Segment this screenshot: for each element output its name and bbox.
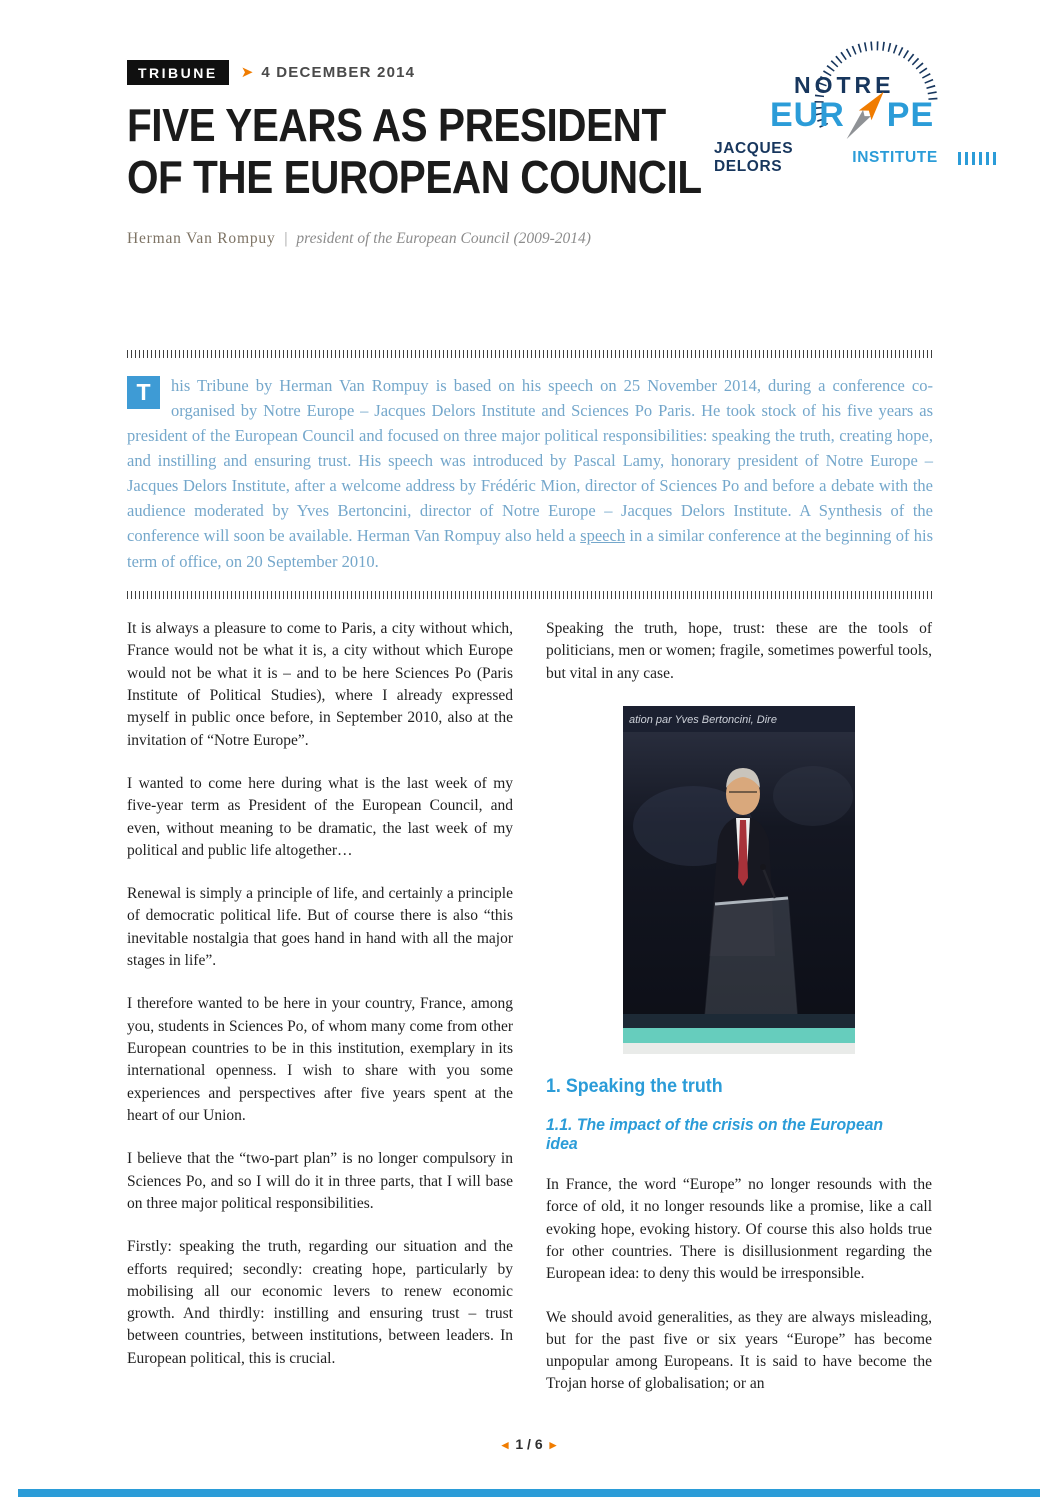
- speaker-photo: [623, 706, 855, 1054]
- paragraph: Firstly: speaking the truth, regarding our situation and the efforts required; secondly: creating hope, particularly by mobilising all our economic levers to renew economic growth. And thirdly: instilling and ensuring trust – trust between countries, between institutions, between leaders. In European political, this is crucial.: [127, 1238, 513, 1367]
- tribune-badge: TRIBUNE: [127, 60, 229, 85]
- bottom-accent-bar: [18, 1489, 1040, 1497]
- paragraph: I wanted to come here during what is the last week of my five-year term as President of the European Council, and even, without meaning to be dramatic, the last week of my political and public life altogether…: [127, 774, 513, 859]
- title-line-2: OF THE EUROPEAN COUNCIL: [127, 150, 702, 203]
- byline-separator: |: [284, 230, 288, 247]
- paragraph: It is always a pleasure to come to Paris, a city without which, France would not be what it is, a city without which Europe would not be what it is – and to be here Sciences Po (Paris Institute of Political Studies), where I already expressed myself in public once before, in September 2010, also at the invitation of “Notre Europe”.: [127, 620, 513, 749]
- subsection-heading: 1.1. The impact of the crisis on the European idea: [546, 1115, 884, 1153]
- title-line-1: FIVE YEARS AS PRESIDENT: [127, 99, 666, 151]
- paragraph: Renewal is simply a principle of life, and certainly a principle of democratic political life. But of course there is also “this inevitable nostalgia that goes hand in hand with all the major stages in life”.: [127, 885, 513, 970]
- abstract-text: [127, 373, 933, 574]
- publication-date: 4 DECEMBER 2014: [261, 64, 416, 81]
- hatch-border-top: [127, 350, 933, 358]
- logo-notre-text: NOTRE: [794, 72, 895, 98]
- arrow-right-icon: ➤: [240, 64, 254, 81]
- page-title: [127, 100, 702, 203]
- left-column: [127, 618, 513, 1391]
- author-name: Herman Van Rompuy: [127, 230, 276, 247]
- logo-jacques-delors-text: JACQUES DELORS: [714, 140, 794, 175]
- logo-bars-icon: [958, 152, 999, 165]
- dropcap: T: [127, 376, 160, 409]
- next-page-arrow-icon: ▸: [549, 1437, 557, 1452]
- page-indicator: 1 / 6: [515, 1436, 543, 1452]
- author-role: president of the European Council (2009-2014): [296, 230, 591, 247]
- hatch-border-bottom: [127, 591, 933, 599]
- photo-caption: ation par Yves Bertoncini, Dire: [629, 713, 777, 726]
- header-meta-row: [127, 60, 415, 85]
- speech-link[interactable]: speech: [580, 526, 626, 546]
- section-heading: 1. Speaking the truth: [546, 1075, 723, 1097]
- logo-europe-left: EUR: [770, 96, 845, 134]
- paragraph: Speaking the truth, hope, trust: these are the tools of politicians, men or women; fragile, sometimes powerful tools, but vital in any case.: [546, 620, 932, 682]
- date-wrap: [241, 64, 415, 81]
- paragraph: I therefore wanted to be here in your country, France, among you, students in Sciences Po, of whom many come from other European countries to be in this institution, exemplary in its international openness. I wish to share with you some experiences and perspectives after five years spent at the heart of our Union.: [127, 995, 513, 1124]
- footer-pagination: [0, 1436, 1058, 1453]
- abstract-box: [127, 350, 933, 599]
- prev-page-arrow-icon: ◂: [501, 1437, 509, 1452]
- logo-subtitle-row: [714, 140, 999, 176]
- byline: [127, 230, 591, 248]
- paragraph: We should avoid generalities, as they are always misleading, but for the past five or six years “Europe” has become unpopular among Europeans. It is said to have become the Trojan horse of globalisation; or an: [546, 1308, 932, 1393]
- paragraph: In France, the word “Europe” no longer resounds with the force of old, it no longer resounds like a promise, like a call evoking hope, evoking history. Of course this also holds true for other countries. There is disillusionment regarding the European idea: to deny this would be irresponsible.: [546, 1175, 932, 1283]
- notre-europe-logo: [712, 40, 996, 175]
- abstract-body-after: in a similar conference at the beginning of his term of office, on 20 September 2010.: [127, 526, 933, 571]
- logo-europe-right: PE: [886, 96, 935, 134]
- right-column: [546, 618, 932, 1417]
- paragraph: I believe that the “two-part plan” is no longer compulsory in Sciences Po, and so I will do it in three parts, that I will base on three major political responsibilities.: [127, 1150, 513, 1212]
- speaker-photo-wrap: [546, 706, 932, 1054]
- compass-needle-icon: [848, 94, 886, 132]
- abstract-body-before: his Tribune by Herman Van Rompuy is based on his speech on 25 November 2014, during a conference co-organised by Notre Europe – Jacques Delors Institute and Sciences Po Paris. He took stock of his five years as president of the European Council and focused on three major political responsibilities: speaking the truth, creating hope, and instilling and ensuring trust. His speech was introduced by Pascal Lamy, honorary president of Notre Europe – Jacques Delors Institute, after a welcome address by Frédéric Mion, director of Sciences Po and before a debate with the audience moderated by Yves Bertoncini, director of Notre Europe – Jacques Delors Institute. A Synthesis of the conference will soon be available. Herman Van Rompuy also held a: [127, 376, 933, 546]
- logo-institute-text: INSTITUTE: [852, 149, 938, 166]
- logo-europe-text: [770, 96, 934, 135]
